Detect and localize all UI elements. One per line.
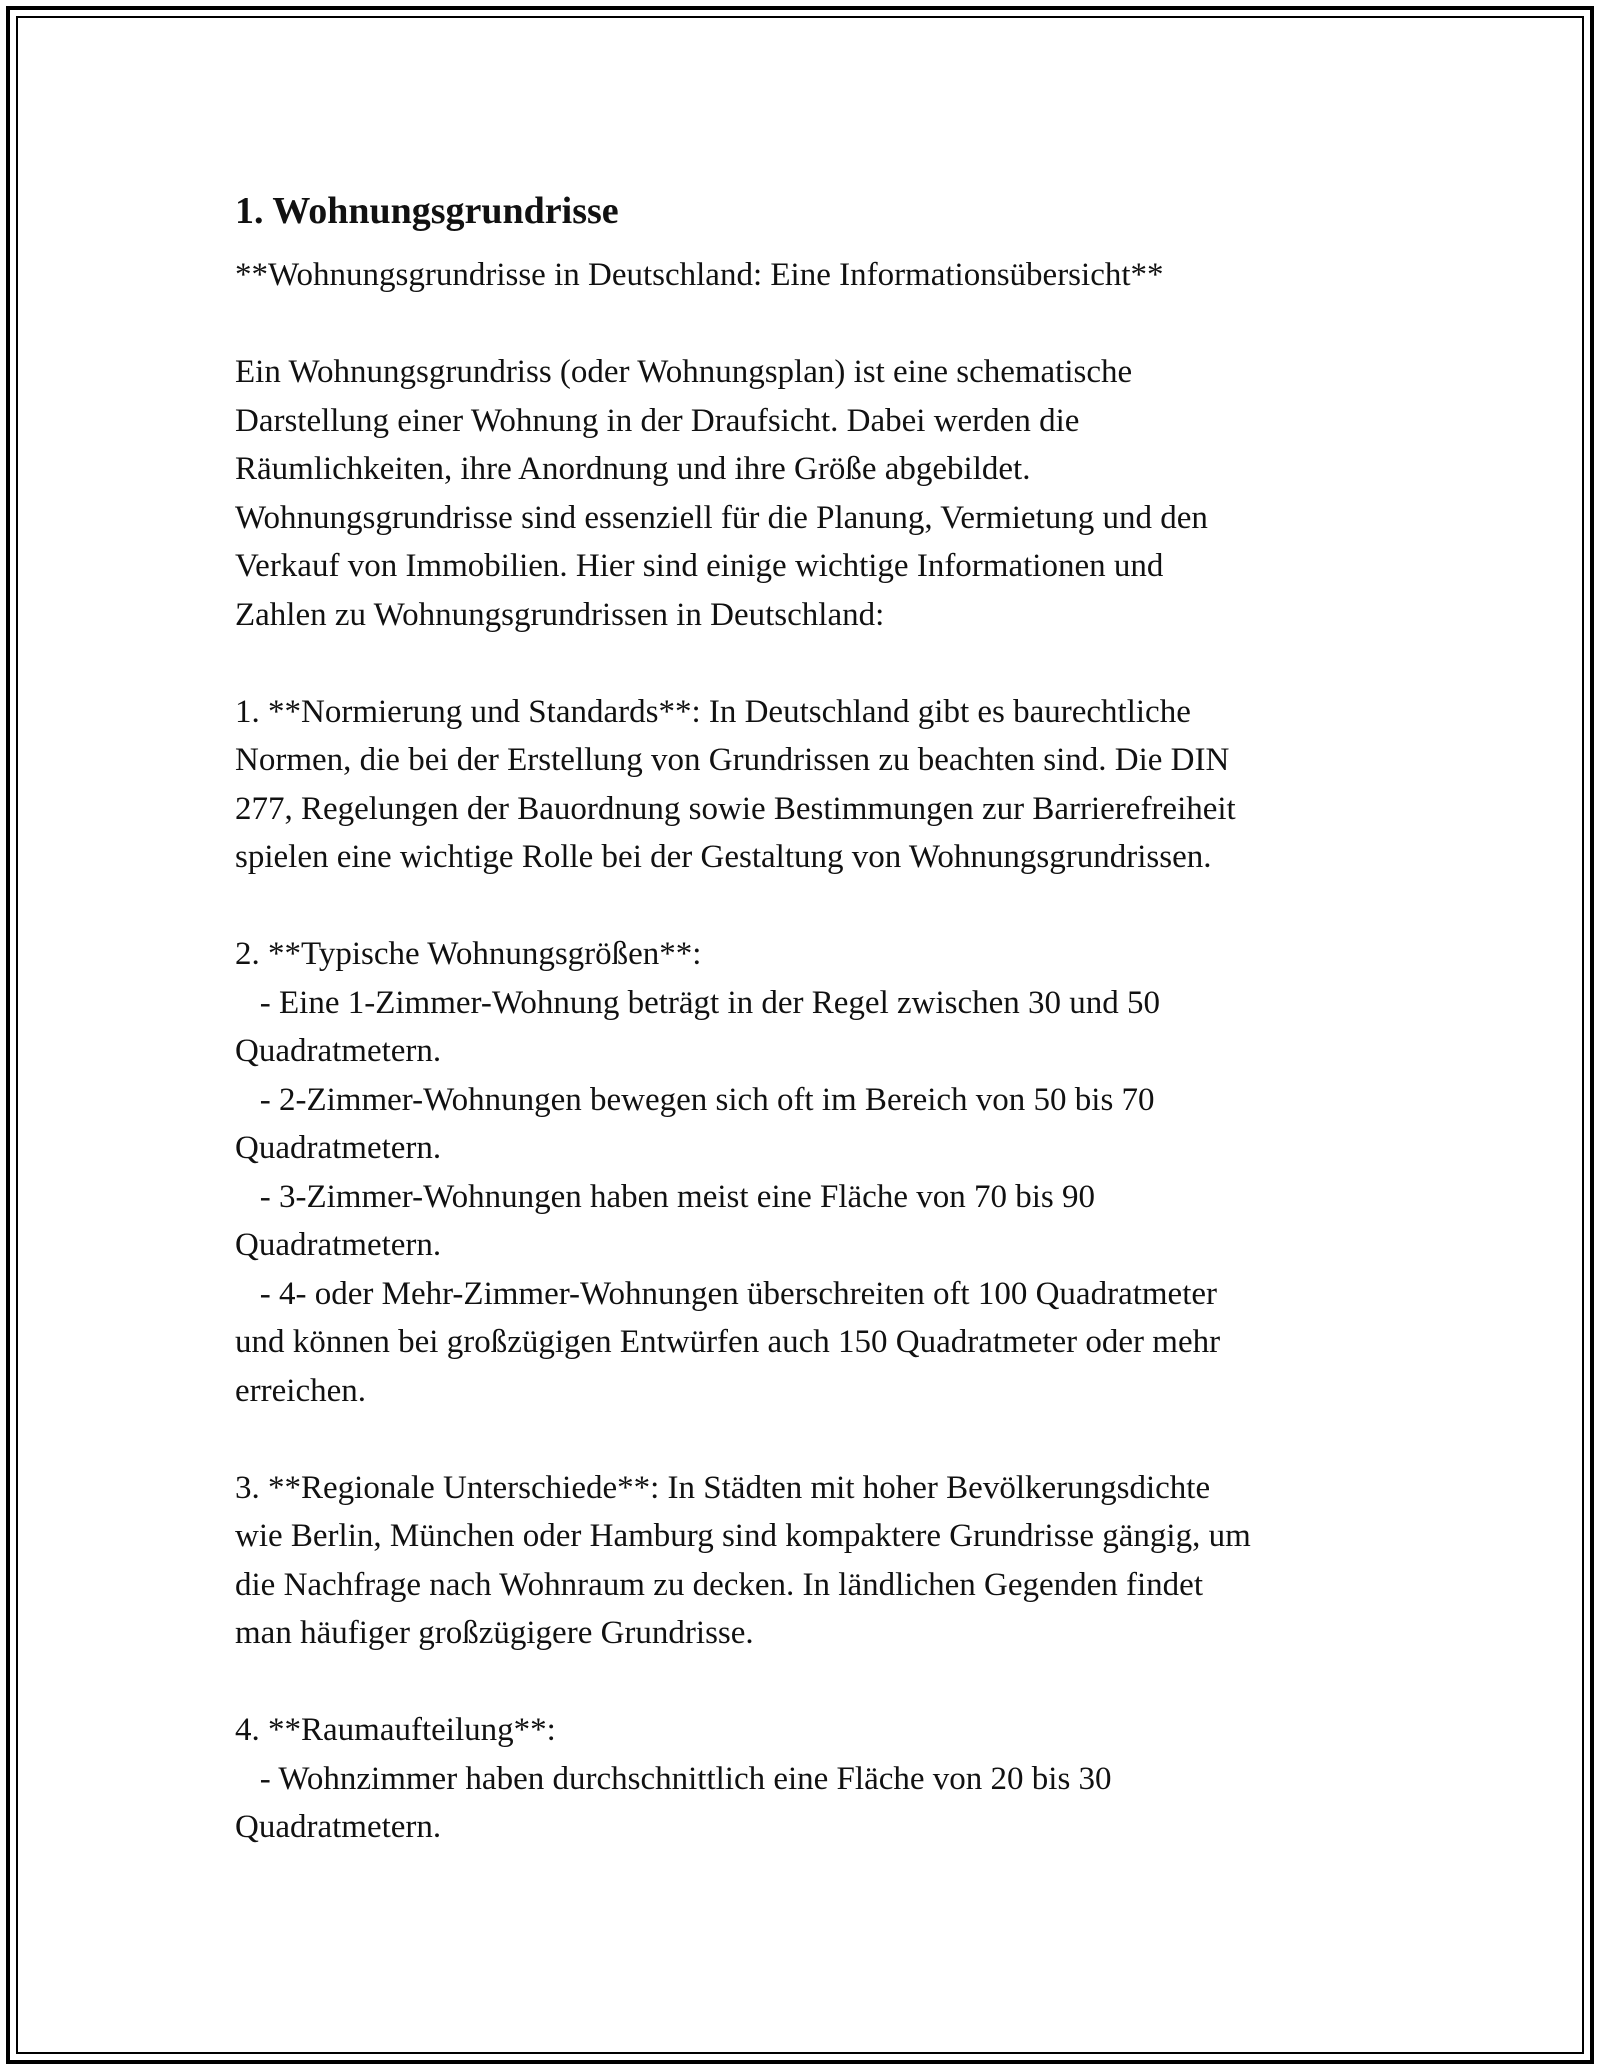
- blank-line: [235, 300, 1415, 349]
- text-line: man häufiger großzügigere Grundrisse.: [235, 1615, 754, 1651]
- text-line: wie Berlin, München oder Hamburg sind kompaktere Grundrisse gängig, um: [235, 1518, 1251, 1554]
- text-line: 277, Regelungen der Bauordnung sowie Bestimmungen zur Barrierefreiheit: [235, 790, 1236, 827]
- text-line: die Nachfrage nach Wohnraum zu decken. In ländlichen Gegenden findet: [235, 1566, 1203, 1603]
- text-line: Quadratmetern.: [235, 1227, 442, 1263]
- section-heading: 1. Wohnungsgrundrisse: [235, 190, 619, 232]
- text-line: Ein Wohnungsgrundriss (oder Wohnungsplan) ist eine schematische: [235, 354, 1133, 390]
- text-line: - 2-Zimmer-Wohnungen bewegen sich oft im Bereich von 50 bis 70: [235, 1081, 1155, 1118]
- blank-line: [235, 639, 1415, 688]
- text-line: erreichen.: [235, 1372, 366, 1409]
- text-line: Zahlen zu Wohnungsgrundrissen in Deutschland:: [235, 596, 885, 633]
- text-line: 1. **Normierung und Standards**: In Deutschland gibt es baurechtliche: [235, 693, 1191, 730]
- text-line: Quadratmetern.: [235, 1809, 442, 1845]
- text-line: Quadratmetern.: [235, 1130, 442, 1166]
- text-line: - Eine 1-Zimmer-Wohnung beträgt in der Regel zwischen 30 und 50: [235, 984, 1161, 1021]
- text-line: Verkauf von Immobilien. Hier sind einige wichtige Informationen und: [235, 548, 1164, 584]
- text-line: Wohnungsgrundrisse sind essenziell für die Planung, Vermietung und den: [235, 499, 1208, 536]
- text-line: - 4- oder Mehr-Zimmer-Wohnungen überschreiten oft 100 Quadratmeter: [235, 1275, 1218, 1312]
- text-line: - 3-Zimmer-Wohnungen haben meist eine Fläche von 70 bis 90: [235, 1178, 1095, 1215]
- text-line: **Wohnungsgrundrisse in Deutschland: Eine Informationsübersicht**: [235, 257, 1164, 293]
- text-line: 4. **Raumaufteilung**:: [235, 1712, 556, 1748]
- text-line: Quadratmetern.: [235, 1033, 442, 1069]
- document-body: [235, 185, 1415, 1852]
- text-line: Darstellung einer Wohnung in der Draufsicht. Dabei werden die: [235, 402, 1080, 439]
- text-line: spielen eine wichtige Rolle bei der Gestaltung von Wohnungsgrundrissen.: [235, 839, 1212, 875]
- text-line: und können bei großzügigen Entwürfen auch 150 Quadratmeter oder mehr: [235, 1324, 1221, 1360]
- text-line: Normen, die bei der Erstellung von Grundrissen zu beachten sind. Die DIN: [235, 742, 1230, 778]
- text-line: - Wohnzimmer haben durchschnittlich eine Fläche von 20 bis 30: [235, 1760, 1112, 1797]
- document-text: [235, 251, 1415, 1852]
- blank-line: [235, 1658, 1415, 1707]
- text-line: 3. **Regionale Unterschiede**: In Städten mit hoher Bevölkerungsdichte: [235, 1469, 1211, 1506]
- blank-line: [235, 882, 1415, 931]
- blank-line: [235, 1415, 1415, 1464]
- text-line: Räumlichkeiten, ihre Anordnung und ihre Größe abgebildet.: [235, 451, 1031, 487]
- text-line: 2. **Typische Wohnungsgrößen**:: [235, 936, 702, 972]
